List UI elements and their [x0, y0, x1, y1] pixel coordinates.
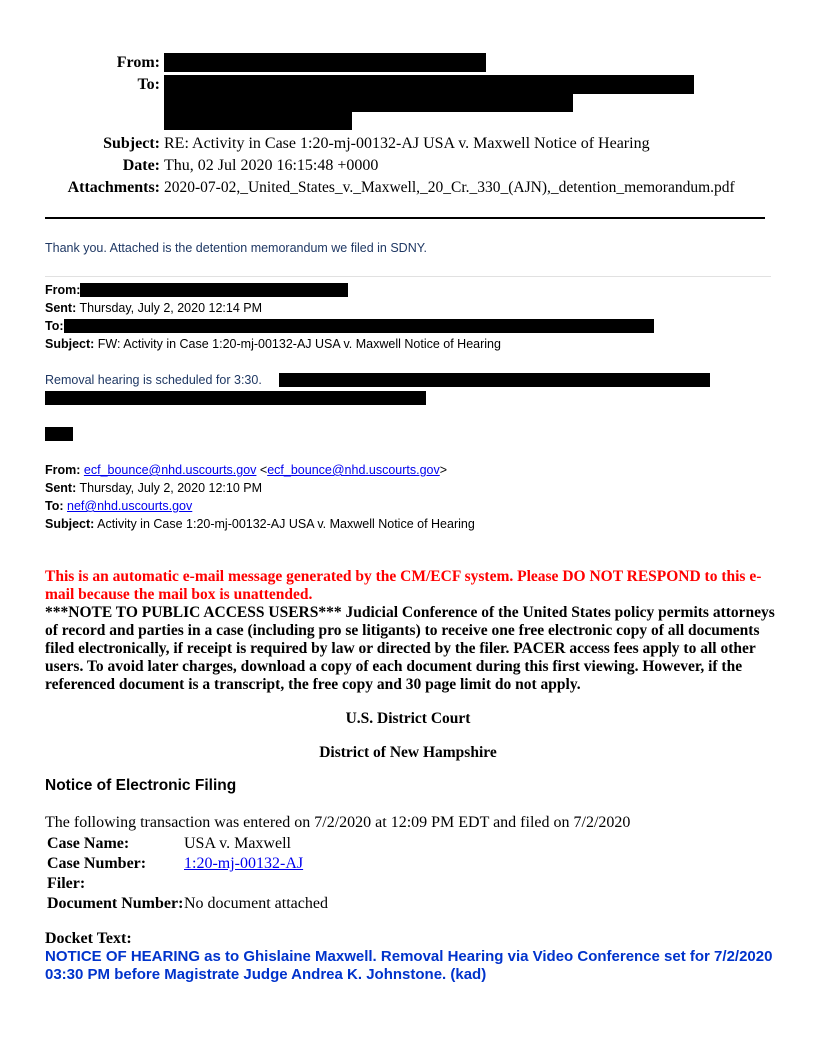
- fw1-sent: Thursday, July 2, 2020 12:14 PM: [79, 301, 263, 315]
- docket-text: NOTICE OF HEARING as to Ghislaine Maxwell. Removal Hearing via Video Conference set for 7/2/2020 03:30 PM before Magistrate Judge Andrea K. Johnstone. (kad): [45, 948, 773, 983]
- case-number-link[interactable]: 1:20-mj-00132-AJ: [184, 855, 304, 872]
- case-name: USA v. Maxwell: [184, 835, 291, 852]
- redacted-fw1-body-1: [279, 373, 710, 387]
- fw2-subject: Activity in Case 1:20-mj-00132-AJ USA v. Maxwell Notice of Hearing: [97, 517, 475, 531]
- fw2-subject-row: [45, 515, 475, 533]
- fw2-subject-label: Subject:: [45, 517, 95, 531]
- redacted-fw1-from: [80, 283, 348, 297]
- redacted-to-2: [164, 94, 573, 112]
- header-to-label: To:: [137, 76, 160, 93]
- redacted-fw1-body-2: [45, 391, 426, 405]
- document-number-label: Document Number:: [47, 895, 184, 912]
- fw2-from-close: >: [439, 463, 448, 477]
- header-date-label: Date:: [122, 157, 160, 174]
- fw2-to-label: To:: [45, 499, 64, 513]
- document-number: No document attached: [184, 895, 328, 912]
- court-district: District of New Hampshire: [319, 744, 497, 761]
- case-details-table: [47, 834, 547, 914]
- fw2-from-link-angle[interactable]: ecf_bounce@nhd.uscourts.gov: [267, 463, 440, 477]
- public-access-note: ***NOTE TO PUBLIC ACCESS USERS*** Judicial Conference of the United States policy permits attorneys of record and parties in a case (including pro se litigants) to receive one free electronic copy of all documents filed electronically, if receipt is required by law or directed by the filer. PACER access fees apply to all other users. To avoid later charges, download a copy of each document during this first viewing. However, if the referenced document is a transcript, the free copy and 30 page limit do not apply.: [45, 604, 775, 693]
- redacted-from: [164, 53, 486, 72]
- header-attachments[interactable]: 2020-07-02,_United_States_v._Maxwell,_20_Cr._330_(AJN),_detention_memorandum.pdf: [164, 179, 735, 196]
- header-from-label: From:: [116, 54, 160, 71]
- redacted-to-3: [164, 112, 352, 130]
- redacted-to-1: [164, 75, 694, 94]
- court-name: U.S. District Court: [345, 710, 471, 727]
- auto-email-warning: This is an automatic e-mail message generated by the CM/ECF system. Please DO NOT RESPOND to this e-mail because the mail box is unattended.: [45, 568, 762, 603]
- reply-divider: [45, 276, 771, 277]
- case-name-label: Case Name:: [47, 835, 130, 852]
- fw2-sent-row: [45, 479, 262, 497]
- fw2-to-link[interactable]: nef@nhd.uscourts.gov: [67, 499, 193, 513]
- fw2-from-link[interactable]: ecf_bounce@nhd.uscourts.gov: [83, 463, 257, 477]
- fw1-from-row: [45, 281, 80, 299]
- filer-row: [47, 874, 547, 894]
- redacted-fw1-to: [64, 319, 654, 333]
- case-number-row: [47, 854, 547, 874]
- fw2-sent: Thursday, July 2, 2020 12:10 PM: [79, 481, 263, 495]
- case-number-label: Case Number:: [47, 855, 147, 872]
- header-subject: RE: Activity in Case 1:20-mj-00132-AJ USA v. Maxwell Notice of Hearing: [164, 135, 650, 152]
- nef-title: Notice of Electronic Filing: [45, 777, 237, 794]
- fw1-from-label: From:: [45, 283, 81, 297]
- fw2-from-label: From:: [45, 463, 81, 477]
- document-number-row: [47, 894, 547, 914]
- nef-transaction: The following transaction was entered on 7/2/2020 at 12:09 PM EDT and filed on 7/2/2020: [45, 814, 631, 831]
- reply-body: Thank you. Attached is the detention memorandum we filed in SDNY.: [45, 241, 427, 255]
- fw2-from-row: [45, 461, 447, 479]
- header-subject-label: Subject:: [103, 135, 160, 152]
- fw2-from-open: <: [256, 463, 268, 477]
- fw1-sent-row: [45, 299, 262, 317]
- fw1-sent-label: Sent:: [45, 301, 77, 315]
- fw1-subject: FW: Activity in Case 1:20-mj-00132-AJ USA v. Maxwell Notice of Hearing: [97, 337, 501, 351]
- docket-text-label: Docket Text:: [45, 930, 132, 947]
- filer-label: Filer:: [47, 875, 86, 892]
- fw2-to-row: [45, 497, 192, 515]
- fw2-sent-label: Sent:: [45, 481, 77, 495]
- header-date: Thu, 02 Jul 2020 16:15:48 +0000: [164, 157, 379, 174]
- header-attachments-label: Attachments:: [67, 179, 160, 196]
- case-name-row: [47, 834, 547, 854]
- header-divider: [45, 217, 765, 219]
- fw1-subject-row: [45, 335, 501, 353]
- redacted-fw1-signature: [45, 427, 73, 441]
- fw1-to-label: To:: [45, 319, 64, 333]
- fw1-to-row: [45, 317, 64, 335]
- fw1-subject-label: Subject:: [45, 337, 95, 351]
- fw1-body: Removal hearing is scheduled for 3:30.: [45, 373, 262, 387]
